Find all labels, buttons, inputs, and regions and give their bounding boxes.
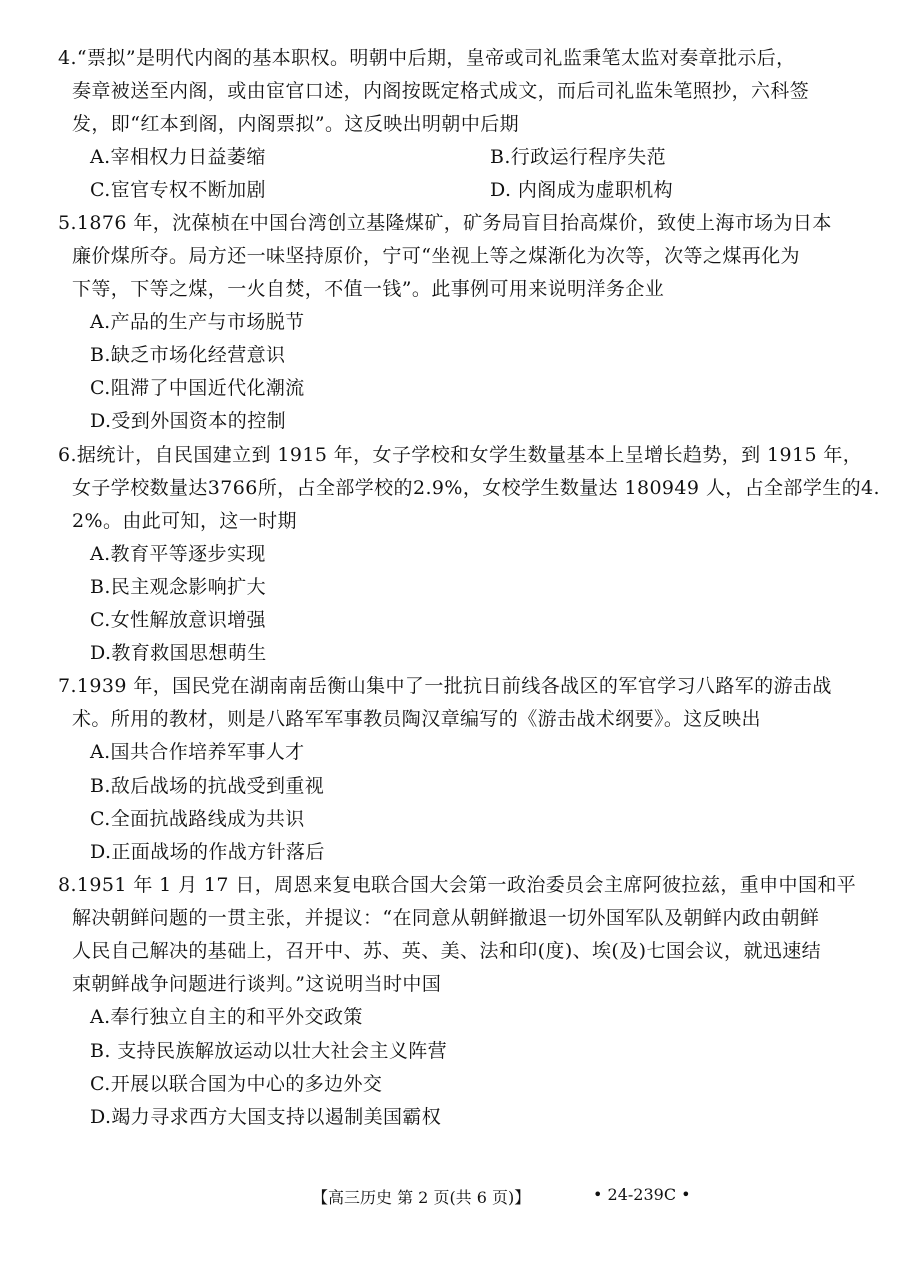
question-8-stem-line-1: 8.1951 年 1 月 17 日，周恩来复电联合国大会第一政治委员会主席阿彼拉兹，重申中国和平	[58, 874, 857, 896]
question-8-stem-line-3: 人民自己解决的基础上，召开中、苏、英、美、法和印(度)、埃(及)七国会议，就迅速结	[72, 940, 822, 962]
question-5-option-c: C.阻滞了中国近代化潮流	[90, 377, 305, 399]
question-6-option-b: B.民主观念影响扩大	[90, 576, 267, 598]
question-4-stem-line-3: 发，即“红本到阁，内阁票拟”。这反映出明朝中后期	[72, 113, 520, 135]
question-4-stem-line-1: 4.“票拟”是明代内阁的基本职权。明朝中后期，皇帝或司礼监秉笔太监对奏章批示后，	[58, 47, 796, 69]
question-7-option-c: C.全面抗战路线成为共识	[90, 808, 305, 830]
question-4-stem-line-2: 奏章被送至内阁，或由宦官口述，内阁按既定格式成文，而后司礼监朱笔照抄，六科签	[72, 80, 810, 102]
question-6-option-d: D.教育救国思想萌生	[90, 642, 267, 664]
question-4-option-d: D. 内阁成为虚职机构	[490, 179, 674, 201]
question-5-stem-line-2: 廉价煤所夺。局方还一味坚持原价，宁可“坐视上等之煤渐化为次等，次等之煤再化为	[72, 245, 800, 267]
question-5-option-b: B.缺乏市场化经营意识	[90, 344, 286, 366]
question-8-stem-line-4: 束朝鲜战争问题进行谈判。”这说明当时中国	[72, 973, 442, 995]
question-6-stem-line-1: 6.据统计，自民国建立到 1915 年，女子学校和女学生数量基本上呈增长趋势，到 1915 年，	[58, 444, 863, 466]
question-7-stem-line-1: 7.1939 年，国民党在湖南南岳衡山集中了一批抗日前线各战区的军官学习八路军的游击战	[58, 675, 832, 697]
question-6-stem-line-3: 2%。由此可知，这一时期	[72, 510, 297, 532]
question-8-stem-line-2: 解决朝鲜问题的一贯主张，并提议：“在同意从朝鲜撤退一切外国军队及朝鲜内政由朝鲜	[72, 907, 820, 929]
footer-code: • 24-239C •	[593, 1185, 691, 1204]
question-4-option-a: A.宰相权力日益萎缩	[90, 146, 266, 168]
question-5-option-a: A.产品的生产与市场脱节	[90, 311, 305, 333]
question-6-option-c: C.女性解放意识增强	[90, 609, 266, 631]
question-8-option-c: C.开展以联合国为中心的多边外交	[90, 1073, 383, 1095]
question-5-option-d: D.受到外国资本的控制	[90, 410, 286, 432]
question-7-stem-line-2: 术。所用的教材，则是八路军军事教员陶汉章编写的《游击战术纲要》。这反映出	[72, 708, 761, 730]
question-7-option-d: D.正面战场的作战方针落后	[90, 841, 325, 863]
question-5-stem-line-1: 5.1876 年，沈葆桢在中国台湾创立基隆煤矿，矿务局盲目抬高煤价，致使上海市场为日本	[58, 212, 832, 234]
footer-title: 【高三历史 第 2 页(共 6 页)】	[312, 1188, 531, 1207]
question-7-option-a: A.国共合作培养军事人才	[90, 741, 305, 763]
question-6-stem-line-2: 女子学校数量达3766所，占全部学校的2.9%，女校学生数量达 180949 人，占全部学生的4.	[72, 477, 880, 499]
question-8-option-a: A.奉行独立自主的和平外交政策	[90, 1006, 363, 1028]
question-4-option-c: C.宦官专权不断加剧	[90, 179, 266, 201]
question-4-option-b: B.行政运行程序失范	[490, 146, 667, 168]
question-7-option-b: B.敌后战场的抗战受到重视	[90, 775, 325, 797]
question-8-option-d: D.竭力寻求西方大国支持以遏制美国霸权	[90, 1106, 442, 1128]
question-6-option-a: A.教育平等逐步实现	[90, 543, 266, 565]
question-5-stem-line-3: 下等，下等之煤，一火自焚，不值一钱”。此事例可用来说明洋务企业	[72, 278, 665, 300]
question-8-option-b: B. 支持民族解放运动以壮大社会主义阵营	[90, 1040, 448, 1062]
